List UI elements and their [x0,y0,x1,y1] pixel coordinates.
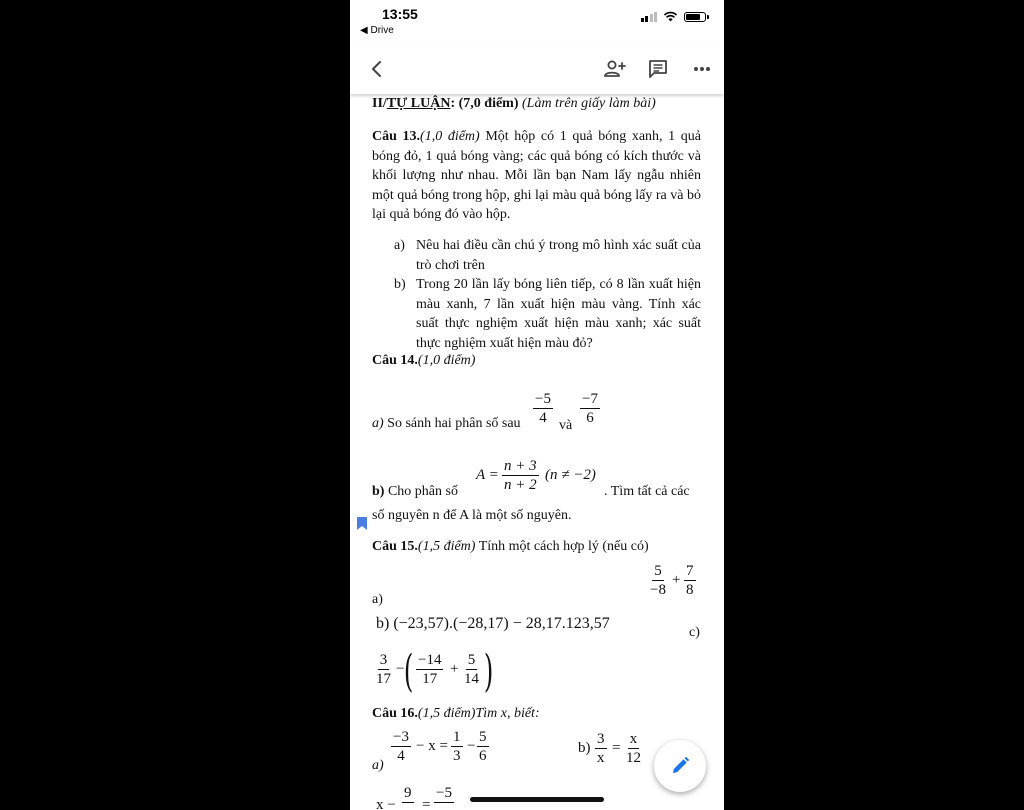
q15-c-f1-numerator: 3 [379,652,388,668]
q15-c-fraction-2 [416,651,443,688]
q15-c-f3-denominator: 14 [464,671,479,687]
q14-fA-denominator: n + 2 [504,477,537,493]
q15-a-fraction-1 [648,562,668,599]
q14-b-line2: số nguyên n để A là một số nguyên. [372,508,572,523]
q15-text: Tính một cách hợp lý (nếu có) [478,539,649,554]
q16-a-fraction-2 [451,728,463,765]
edit-fab-button[interactable] [654,740,706,792]
q15-a-fraction-2 [684,562,696,599]
more-dots-icon [693,66,711,72]
q16-b-label: b) [578,740,591,756]
q14-fraction-2 [580,390,600,427]
q15-c-fraction-1 [374,651,393,688]
q15-label: Câu 15. [372,539,418,554]
q14-condition: (n ≠ −2) [545,467,596,483]
q16-c-f2-numerator: −5 [436,785,452,801]
q15-a-label: a) [372,592,383,607]
section-note: (Làm trên giấy làm bài) [522,96,656,111]
q13-label: Câu 13. [372,129,421,144]
q16-c-equals: = [422,797,431,810]
bookmark-icon[interactable] [356,516,368,531]
right-paren: ) [483,646,494,697]
q16-a-minus: − [467,738,476,754]
phone-screen [350,0,724,810]
q16-c-fraction-2 [434,784,454,803]
back-button[interactable] [362,54,392,84]
section-heading [372,96,656,112]
q15-a-f2-numerator: 7 [686,563,694,579]
q15-a-f1-numerator: 5 [654,563,662,579]
battery-icon [684,12,706,22]
comment-icon [648,59,668,79]
q15-c-plus: + [450,661,459,677]
q15-c-f2-denominator: 17 [422,671,438,687]
chevron-left-icon [370,60,384,78]
q16-heading [372,706,540,722]
q14-f2-numerator: −7 [582,391,598,407]
q14-points: (1,0 điểm) [417,353,476,368]
q16-label: Câu 16. [372,706,418,721]
q15-b-expression: b) (−23,57).(−28,17) − 28,17.123,57 [376,615,610,632]
q16-a-f2-numerator: 1 [453,729,461,745]
q15-a-plus: + [672,572,681,588]
q14-a-label: a) [372,416,384,431]
q14-A-equals: A = [476,467,499,483]
q14-fraction-1 [533,390,553,427]
q15-c-f3-numerator: 5 [467,652,476,668]
q14-fraction-A [502,457,539,494]
q13-paragraph [372,127,701,225]
q13-b-label: b) [394,277,406,292]
q15-a-f1-denominator: −8 [650,582,666,598]
q16-b-fraction-1 [595,730,607,767]
q14-b-tail: . Tìm tất cả các [604,484,690,499]
section-title: TỰ LUẬN [386,96,451,111]
q15-a-f2-denominator: 8 [686,582,694,598]
status-time: 13:55 [382,6,418,22]
q13-a-label: a) [394,238,405,253]
q15-c-f2-numerator: −14 [418,652,442,668]
q16-b-f1-numerator: 3 [597,731,605,747]
document-page [350,94,724,810]
q16-a-f1-numerator: −3 [393,729,409,745]
wifi-icon [663,11,678,22]
q14-f1-numerator: −5 [535,391,551,407]
q14-heading [372,353,475,369]
section-points: : (7,0 điểm) [450,96,519,111]
q15-c-f1-denominator: 17 [376,671,391,687]
q13-text: Một hộp có 1 quả bóng xanh, 1 quả bóng đỏ, 1 quả bóng vàng; các quả bóng có kích thước và khối lượng như nhau. Mỗi lần bạn Nam lấy ngẫu nhiên một quả bóng trong hộp, ghi lại màu quả bóng lấy ra và bỏ lại quả bóng đó vào hộp. [372,129,701,222]
q14-f1-denominator: 4 [539,410,547,426]
q15-heading [372,539,649,555]
q13-a-text: Nêu hai điều cần chú ý trong mô hình xác suất của trò chơi trên [416,238,701,273]
q15-points: (1,5 điểm) [417,539,476,554]
q16-text: Tìm x, biết: [475,706,540,721]
home-indicator[interactable] [470,797,604,802]
q16-c-fraction-1 [402,784,414,803]
status-icons [641,11,707,22]
q16-points: (1,5 điểm) [417,706,476,721]
q16-a-f2-denominator: 3 [453,748,461,764]
comments-button[interactable] [643,54,673,84]
q14-a-line [372,416,521,432]
q14-and: và [559,418,573,433]
q16-a-f1-denominator: 4 [397,748,405,764]
q13-b-text: Trong 20 lần lấy bóng liên tiếp, có 8 lần xuất hiện màu xanh, 7 lần xuất hiện màu vàng. Tính xác suất thực nghiệm xuất hiện màu xanh; xác suất thực nghiệm xuất hiện màu đỏ? [416,277,701,351]
status-bar [350,0,724,44]
cellular-signal-icon [641,12,658,22]
q16-a-middle: − x = [416,738,448,754]
q15-c-minus: − [396,661,405,677]
add-person-icon [603,59,627,79]
q14-b-label: b) [372,484,385,499]
more-options-button[interactable] [687,54,717,84]
q16-a-f3-numerator: 5 [479,729,487,745]
q16-c-f1-numerator: 9 [404,785,412,801]
back-to-drive-link[interactable]: ◀ Drive [360,25,394,36]
share-button[interactable] [600,54,630,84]
q16-a-fraction-3 [477,728,489,765]
q16-b-f2-numerator: x [629,731,638,747]
q16-b-f2-denominator: 12 [626,750,641,766]
section-prefix: II/ [372,96,387,111]
q16-b-fraction-2 [624,730,643,767]
q14-b-text: Cho phân số [387,484,458,499]
left-paren: ( [403,646,414,697]
q13-points: (1,0 điểm) [420,129,480,144]
pencil-icon [670,756,690,776]
q15-c-label: c) [689,625,700,640]
q16-a-fraction-1 [391,728,411,765]
q16-b-f1-denominator: x [597,750,605,766]
q14-fA-numerator: n + 3 [504,458,537,474]
q16-a-label: a) [372,758,384,773]
q16-c-x: x − [376,797,396,810]
q14-label: Câu 14. [372,353,418,368]
q14-a-text: So sánh hai phân số sau [387,416,521,431]
q15-c-fraction-3 [462,651,481,688]
q14-f2-denominator: 6 [586,410,594,426]
q16-a-f3-denominator: 6 [479,748,487,764]
q16-b-equals: = [612,740,621,756]
q14-b-line [372,484,458,500]
viewer-toolbar [350,44,724,94]
